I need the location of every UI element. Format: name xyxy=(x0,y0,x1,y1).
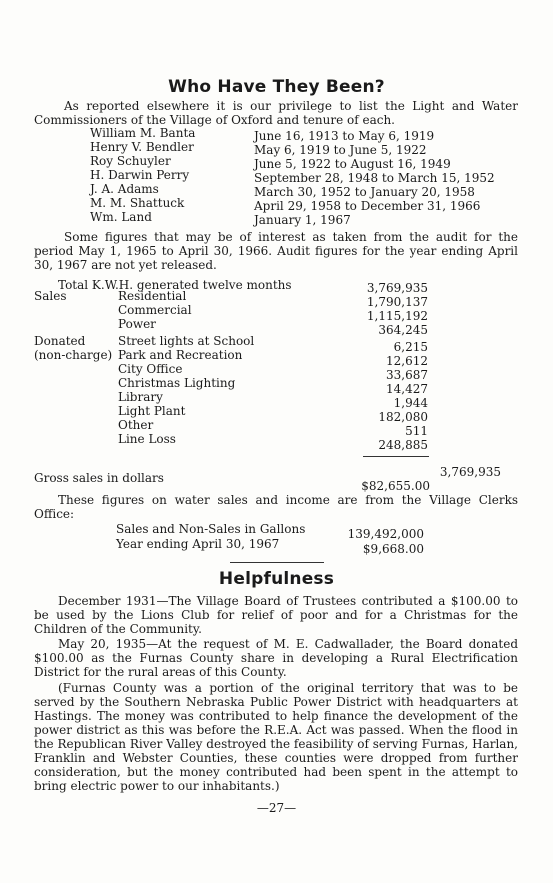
commissioner-tenure: January 1, 1967 xyxy=(254,213,351,227)
commissioner-name: Wm. Land xyxy=(90,210,152,224)
sales-row-value: 1,115,192 xyxy=(366,309,428,323)
page-number: —27— xyxy=(256,801,297,815)
donated-row-label: Christmas Lighting xyxy=(118,376,236,390)
helpfulness-paragraph-1935: May 20, 1935—At the request of M. E. Cadwallader, the Board donated $100.00 as the Furnas County share in developing a Rural Electrification District for the rural areas of this County. xyxy=(34,637,518,679)
donated-row-label: City Office xyxy=(118,362,183,376)
water-row-value: $9,668.00 xyxy=(362,542,424,556)
commissioner-name: Roy Schuyler xyxy=(90,154,171,168)
donated-row-value: 6,215 xyxy=(393,340,428,354)
donated-row-label: Light Plant xyxy=(118,404,186,418)
water-intro-paragraph: These figures on water sales and income are from the Village Clerks Office: xyxy=(34,493,518,521)
commissioner-tenure: June 5, 1922 to August 16, 1949 xyxy=(254,157,451,171)
sales-label: Sales xyxy=(34,289,67,303)
gross-sales-label: Gross sales in dollars xyxy=(34,471,164,485)
commissioner-tenure: May 6, 1919 to June 5, 1922 xyxy=(254,143,427,157)
donated-row-label: Library xyxy=(118,390,163,404)
donated-row-label: Street lights at School xyxy=(118,334,255,348)
sales-row-value: 1,790,137 xyxy=(366,295,428,309)
commissioner-name: J. A. Adams xyxy=(90,182,159,196)
donated-row-value: 14,427 xyxy=(386,382,428,396)
gross-sales-value: $82,655.00 xyxy=(361,479,430,493)
section-title-who-have-they-been: Who Have They Been? xyxy=(168,77,385,97)
donated-row-value: 511 xyxy=(405,424,428,438)
section-title-helpfulness: Helpfulness xyxy=(218,569,335,589)
kwh-sum-value: 3,769,935 xyxy=(439,465,501,479)
commissioner-name: Henry V. Bendler xyxy=(90,140,194,154)
commissioner-tenure: March 30, 1952 to January 20, 1958 xyxy=(254,185,475,199)
donated-row-label: Park and Recreation xyxy=(118,348,243,362)
intro-paragraph: As reported elsewhere it is our privilege to list the Light and Water Commissioners of the Village of Oxford and tenure of each. xyxy=(34,99,518,127)
audit-note-paragraph: Some figures that may be of interest as taken from the audit for the period May 1, 1965 to April 30, 1966. Audit figures for the year ending April 30, 1967 are not yet released. xyxy=(34,230,518,272)
donated-row-value: 1,944 xyxy=(393,396,428,410)
commissioner-name: H. Darwin Perry xyxy=(90,168,190,182)
donated-label: Donated xyxy=(34,334,86,348)
donated-row-label: Other xyxy=(118,418,154,432)
kwh-total-label: Total K.W.H. generated twelve months xyxy=(58,278,292,292)
kwh-total-value: 3,769,935 xyxy=(366,281,428,295)
commissioner-name: M. M. Shattuck xyxy=(90,196,185,210)
sales-row-label: Commercial xyxy=(118,303,192,317)
sales-row-value: 364,245 xyxy=(378,323,428,337)
noncharge-label: (non-charge) xyxy=(34,348,113,362)
water-row-value: 139,492,000 xyxy=(347,527,424,541)
water-row-label: Year ending April 30, 1967 xyxy=(116,537,280,551)
commissioner-tenure: June 16, 1913 to May 6, 1919 xyxy=(254,129,435,143)
donated-row-value: 33,687 xyxy=(386,368,428,382)
sales-row-label: Power xyxy=(118,317,156,331)
helpfulness-paragraph-furnas: (Furnas County was a portion of the original territory that was to be served by the Southern Nebraska Public Power District with headquarters at Hastings. The money was contributed to help finance the development of the power district as this was before the R.E.A. Act was passed. When the flood in the Republican River Valley destroyed the feasibility of serving Furnas, Harlan, Franklin and Webster Counties, these counties were dropped from further consideration, but the money contributed had been spent in the attempt to bring electric power to our inhabitants.) xyxy=(34,681,518,793)
sum-rule xyxy=(363,456,429,457)
donated-row-value: 248,885 xyxy=(378,438,428,452)
water-row-label: Sales and Non-Sales in Gallons xyxy=(116,522,306,536)
donated-row-value: 182,080 xyxy=(378,410,428,424)
sales-row-label: Residential xyxy=(118,289,187,303)
commissioner-tenure: April 29, 1958 to December 31, 1966 xyxy=(254,199,481,213)
helpfulness-paragraph-1931: December 1931—The Village Board of Trustees contributed a $100.00 to be used by the Lions Club for relief of poor and for a Christmas for the Children of the Community. xyxy=(34,594,518,636)
section-divider xyxy=(230,562,324,563)
donated-row-label: Line Loss xyxy=(118,432,176,446)
donated-row-value: 12,612 xyxy=(386,354,428,368)
commissioner-name: William M. Banta xyxy=(90,126,196,140)
commissioner-tenure: September 28, 1948 to March 15, 1952 xyxy=(254,171,495,185)
